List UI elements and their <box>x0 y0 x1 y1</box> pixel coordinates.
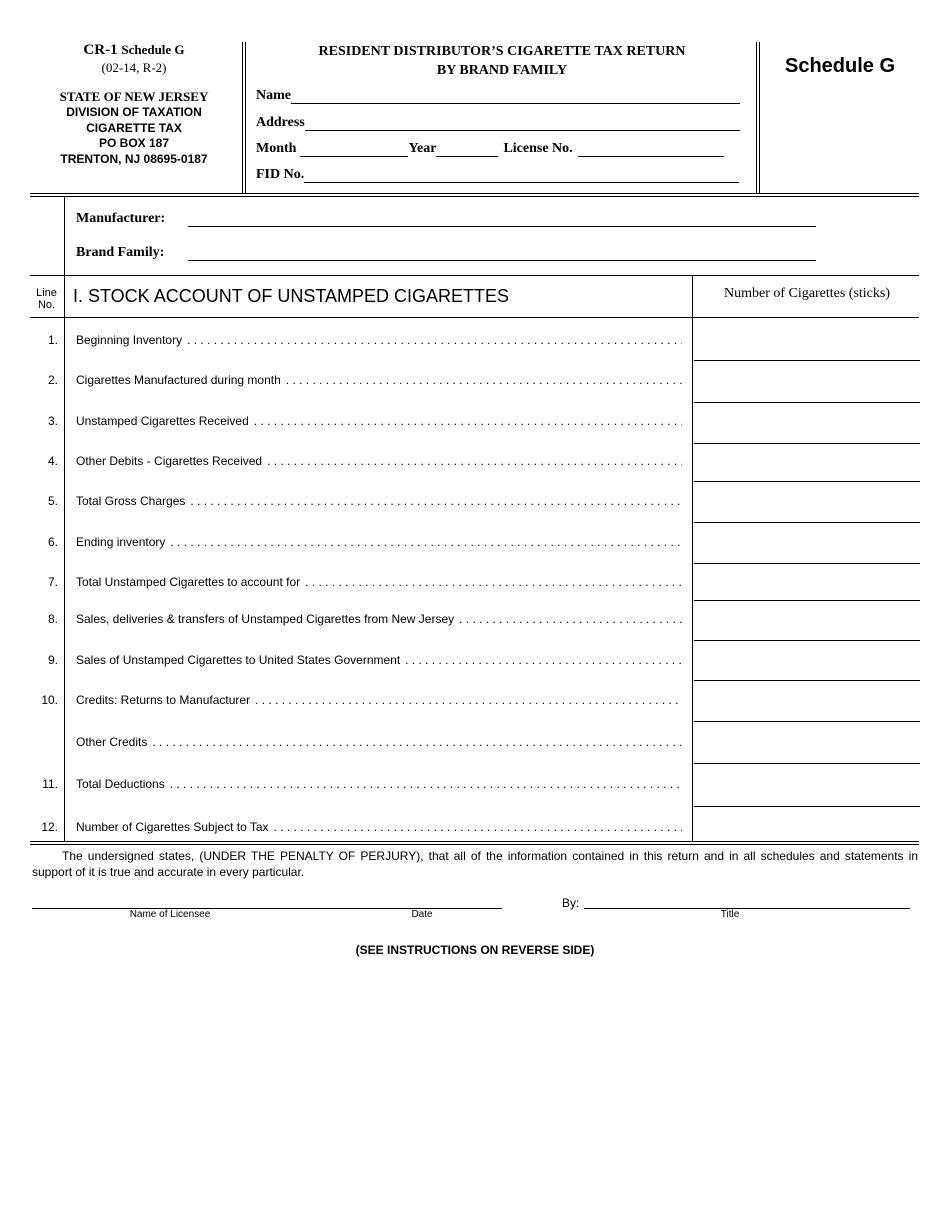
sticks-input[interactable] <box>694 681 920 721</box>
line-label <box>76 494 682 508</box>
sticks-input[interactable] <box>694 764 920 806</box>
name-label: Name <box>256 88 291 103</box>
instructions-note: (SEE INSTRUCTIONS ON REVERSE SIDE) <box>355 943 595 957</box>
dot-leader <box>274 820 682 834</box>
line-label-text: Other Debits - Cigarettes Received <box>76 454 263 468</box>
dot-leader <box>187 333 682 347</box>
title-line-1: RESIDENT DISTRIBUTOR’S CIGARETTE TAX RETURN <box>318 44 686 59</box>
line-number: 5. <box>47 494 58 508</box>
name-field[interactable] <box>256 86 740 104</box>
line-label <box>76 535 682 549</box>
dot-leader <box>286 373 682 387</box>
fid-input[interactable] <box>304 170 739 183</box>
line-number: 6. <box>47 535 58 549</box>
line-label-text: Beginning Inventory <box>76 333 183 347</box>
line-number: 8. <box>47 612 58 626</box>
line-label-text: Sales, deliveries & transfers of Unstamped Cigarettes from New Jersey <box>76 612 455 626</box>
dot-leader <box>305 575 682 589</box>
brand-family-input[interactable] <box>188 246 816 261</box>
line-number: 12. <box>41 820 58 834</box>
dot-leader <box>459 612 682 626</box>
form-id <box>30 42 238 59</box>
line-label <box>76 414 682 428</box>
sticks-input[interactable] <box>694 722 920 763</box>
sticks-input[interactable] <box>694 641 920 680</box>
line-label <box>76 693 682 707</box>
dot-leader <box>254 414 682 428</box>
line-no-header <box>30 287 63 311</box>
sticks-input[interactable] <box>694 807 920 841</box>
line-number: 11. <box>42 777 58 791</box>
by-label: By: <box>562 896 580 910</box>
line-label <box>76 653 682 667</box>
line-number: 3. <box>47 414 58 428</box>
fid-label: FID No. <box>256 167 305 182</box>
year-input[interactable] <box>436 144 498 157</box>
name-input[interactable] <box>291 91 740 104</box>
dot-leader <box>267 454 682 468</box>
line-no-header-line: Line <box>36 287 57 299</box>
dot-leader <box>152 735 682 749</box>
schedule-label: Schedule G <box>784 55 896 77</box>
sticks-input[interactable] <box>694 318 920 360</box>
title-caption: Title <box>720 909 740 920</box>
dot-leader <box>170 777 682 791</box>
sticks-input[interactable] <box>694 601 920 640</box>
line-label-text: Total Unstamped Cigarettes to account for <box>76 575 301 589</box>
line-label <box>76 735 682 749</box>
line-label-text: Sales of Unstamped Cigarettes to United States Government <box>76 653 401 667</box>
manufacturer-label: Manufacturer: <box>76 211 166 226</box>
period-license-field[interactable] <box>256 139 724 157</box>
line-label <box>76 575 682 589</box>
line-number: 9. <box>47 653 58 667</box>
brand-family-field[interactable] <box>76 245 816 261</box>
return-title <box>248 42 756 80</box>
title-line-2: BY BRAND FAMILY <box>436 63 568 78</box>
line-number: 10. <box>41 693 58 707</box>
address-input[interactable] <box>305 118 740 131</box>
dot-leader <box>255 693 682 707</box>
city-zip: TRENTON, NJ 08695-0187 <box>60 151 208 166</box>
sticks-input[interactable] <box>694 482 920 522</box>
month-input[interactable] <box>300 144 408 157</box>
line-number: 7. <box>47 575 58 589</box>
month-label: Month <box>256 141 297 156</box>
date-caption: Date <box>411 909 433 920</box>
year-label: Year <box>408 141 437 156</box>
line-number: 1. <box>47 333 58 347</box>
po-box: PO BOX 187 <box>98 136 170 150</box>
form-number: CR-1 <box>83 42 118 58</box>
sticks-input[interactable] <box>694 361 920 402</box>
sticks-input[interactable] <box>694 564 920 600</box>
line-number: 2. <box>47 373 58 387</box>
sticks-input[interactable] <box>694 403 920 443</box>
dot-leader <box>190 494 682 508</box>
line-label-text: Unstamped Cigarettes Received <box>76 414 249 428</box>
dot-leader <box>405 653 682 667</box>
line-label-text: Other Credits <box>76 735 148 749</box>
perjury-statement: The undersigned states, (UNDER THE PENALTY OF PERJURY), that all of the information contained in this return and in all schedules and statements in support of it is true and accurate in every particular. <box>32 849 918 879</box>
licensee-caption: Name of Licensee <box>129 909 211 920</box>
fid-field[interactable] <box>256 165 739 183</box>
line-label <box>76 820 682 834</box>
line-label <box>76 454 682 468</box>
line-label <box>76 777 682 791</box>
dot-leader <box>170 535 682 549</box>
line-no-header-no: No. <box>37 299 56 311</box>
line-label <box>76 333 682 347</box>
form-revision: (02-14, R-2) <box>101 60 167 75</box>
line-label <box>76 373 682 387</box>
brand-family-label: Brand Family: <box>76 245 165 260</box>
sticks-input[interactable] <box>694 523 920 563</box>
line-label-text: Total Gross Charges <box>76 494 186 508</box>
line-label-text: Credits: Returns to Manufacturer <box>76 693 251 707</box>
address-field[interactable] <box>256 113 740 131</box>
license-label: License No. <box>503 141 573 156</box>
column-header: Number of Cigarettes (sticks) <box>723 286 890 301</box>
sticks-input[interactable] <box>694 444 920 481</box>
address-label: Address <box>256 115 305 130</box>
line-number: 4. <box>47 454 58 468</box>
line-label-text: Cigarettes Manufactured during month <box>76 373 281 387</box>
manufacturer-input[interactable] <box>188 212 816 227</box>
division-name: DIVISION OF TAXATION <box>66 105 202 119</box>
line-label-text: Ending inventory <box>76 535 166 549</box>
agency-block <box>30 42 238 167</box>
license-input[interactable] <box>578 144 724 157</box>
section-title: I. STOCK ACCOUNT OF UNSTAMPED CIGARETTES <box>73 286 510 306</box>
line-label-text: Total Deductions <box>76 777 165 791</box>
department-name: CIGARETTE TAX <box>86 120 182 135</box>
manufacturer-field[interactable] <box>76 211 816 227</box>
line-label <box>76 612 682 626</box>
state-name: STATE OF NEW JERSEY <box>59 89 209 104</box>
line-label-text: Number of Cigarettes Subject to Tax <box>76 820 269 834</box>
form-schedule: Schedule G <box>121 42 185 57</box>
